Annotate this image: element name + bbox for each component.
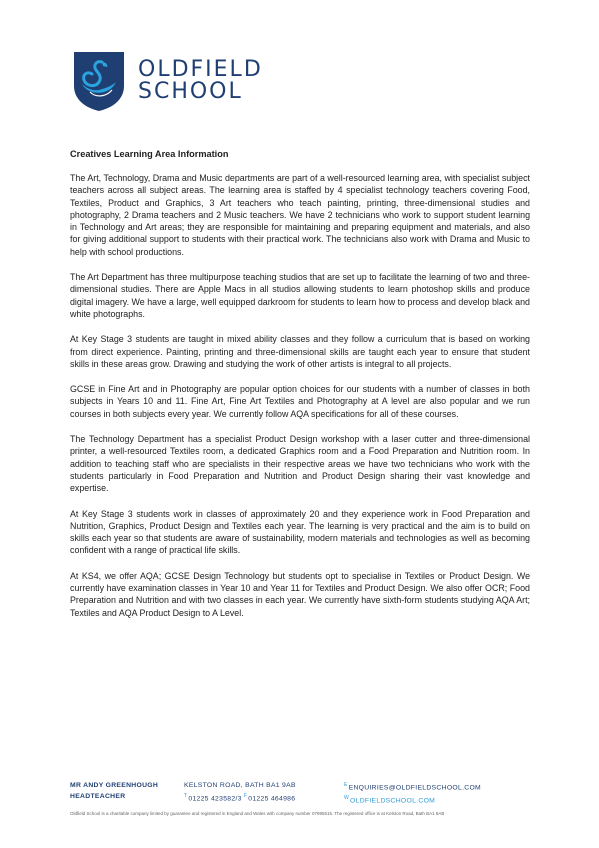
email-mark: E	[344, 782, 348, 788]
phone-fax-line	[184, 791, 344, 804]
website-line	[344, 793, 534, 806]
fax-number: 01225 464986	[248, 795, 296, 803]
website-link[interactable]: OLDFIELDSCHOOL.COM	[350, 797, 436, 805]
fax-mark: F	[243, 793, 248, 799]
legal-notice: Oldfield School is a charitable company limited by guarantee and registered in England and Wales with company number 07995515. The registered office is at Kelston Road, Bath BA1 9AB	[70, 810, 445, 816]
email-line	[344, 780, 534, 793]
school-name	[138, 59, 263, 103]
paragraph-3: At Key Stage 3 students are taught in mixed ability classes and they follow a curriculum that is based on working from direct experience. Painting, printing and three-dimensional skills are taught each year to ensure that student skills in these areas grow. Drawing and studying the work of other artists is integral to all projects.	[70, 334, 530, 369]
paragraph-1: The Art, Technology, Drama and Music departments are part of a well-resourced learning area, with specialist subject teachers across all subject areas. The learning area is staffed by 4 specialist technology teachers covering Food, Textiles, Product and Graphics, 3 Art teachers who teach painting, printing, three-dimensional studies and photography, 2 Drama teachers and 2 Music teachers. We have 2 technicians who work to support student learning in Technology and Art areas; they are responsible for maintaining and preparing equipment and materials, and also for giving additional support to students with their practical work. The technicians also work with Drama and Music to help with school productions.	[70, 173, 530, 257]
headteacher-name: MR ANDY GREENHOUGH	[70, 782, 159, 789]
phone-mark: T	[184, 793, 188, 799]
school-name-line2: SCHOOL	[138, 79, 243, 104]
swan-shield-icon	[72, 50, 126, 112]
school-address: KELSTON ROAD, BATH BA1 9AB	[184, 782, 296, 789]
school-name-line1: OLDFIELD	[138, 57, 263, 82]
paragraph-7: At KS4, we offer AQA; GCSE Design Technology but students opt to specialise in Textiles or Product Design. We currently have examination classes in Year 10 and Year 11 for Textiles and Product Design. We also offer OCR; Food Preparation and Nutrition and with two classes in each year. We currently have sixth-form students studying AQA Art; Textiles and AQA Product Design to A Level.	[70, 570, 530, 618]
school-logo	[72, 50, 263, 112]
phone-number: 01225 423582/3	[188, 795, 242, 803]
letterhead-footer	[70, 780, 540, 816]
paragraph-5: The Technology Department has a specialist Product Design workshop with a laser cutter and three-dimensional printer, a well-resourced Textiles room, a dedicated Graphics room and a Food Preparation and Nutrition room. In addition to teaching staff who are specialists in their respective areas we have two technicians who work with the students particularly in Food Preparation and Nutrition and Product Design sharing their vast knowledge and expertise.	[70, 434, 530, 494]
email-link[interactable]: ENQUIRIES@OLDFIELDSCHOOL.COM	[348, 784, 482, 792]
paragraph-2: The Art Department has three multipurpose teaching studios that are set up to facilitate the learning of two and three-dimensional studies. There are Apple Macs in all studios allowing students to learn photoshop skills and produce digital imagery. We have a large, well equipped darkroom for students to learn how to process and develop black and white photographs.	[70, 272, 530, 319]
headteacher-title: HEADTEACHER	[70, 793, 126, 800]
paragraph-4: GCSE in Fine Art and in Photography are popular option choices for our students with a number of classes in both subjects in Years 10 and 11. Fine Art, Fine Art Textiles and Photography at A level are also popular and we run courses in both subjects every year. We currently follow AQA specifications for all of these courses.	[70, 384, 530, 419]
document-body	[70, 148, 530, 632]
document-title: Creatives Learning Area Information	[70, 149, 229, 159]
paragraph-6: At Key Stage 3 students work in classes of approximately 20 and they experience work in Food Preparation and Nutrition, Graphics, Product Design and Textiles each year. The learning is very practical and the aim is to build on skills each year so that students are aware of sustainability, modern materials and technologies as well as becoming confident with a range of practical life skills.	[70, 508, 530, 556]
web-mark: W	[344, 795, 350, 802]
